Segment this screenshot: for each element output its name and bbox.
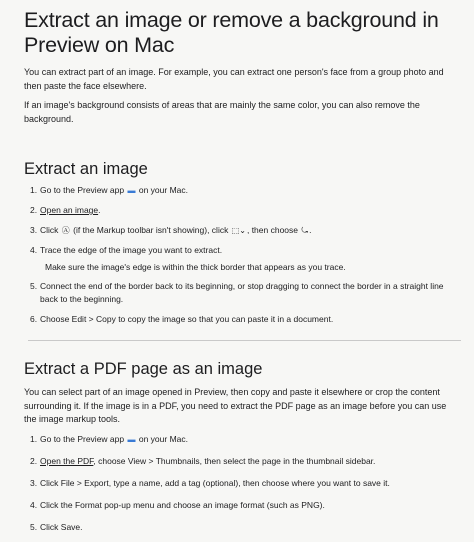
list-item: 1. Go to the Preview app ▬ on your Mac.	[30, 185, 188, 195]
extract-image-steps	[24, 184, 460, 326]
page-title: Extract an image or remove a background in Preview on Mac	[24, 8, 439, 57]
list-item: 2. Open an image.	[30, 205, 101, 215]
extract-pdf-steps	[24, 433, 460, 534]
intro-paragraph-1: You can extract part of an image. For example, you can extract one person's face from a group photo and then paste the face elsewhere.	[24, 67, 444, 91]
section-divider	[28, 340, 461, 341]
list-item: 1. Go to the Preview app ▬ on your Mac.	[30, 433, 188, 444]
section-heading-extract-pdf: Extract a PDF page as an image	[24, 360, 263, 378]
list-item: 5. Connect the end of the border back to its beginning, or stop dragging to connect the border in a straight line back to the beginning.	[30, 281, 444, 304]
list-item: 3. Click File > Export, type a name, add a tag (optional), then choose where you want to save it.	[30, 477, 390, 488]
list-item: 3. Click Ⓐ (if the Markup toolbar isn't showing), click ⬚⌄, then choose ⤿.	[30, 225, 312, 235]
section-heading-extract-image: Extract an image	[24, 160, 148, 178]
list-item: 2. Open the PDF, choose View > Thumbnails, then select the page in the thumbnail sidebar.	[30, 455, 376, 466]
smart-lasso-icon: ⤿	[301, 226, 309, 235]
intro-paragraph-2: If an image's background consists of areas that are mainly the same color, you can also remove the background.	[24, 100, 420, 124]
section-paragraph: You can select part of an image opened in Preview, then copy and paste it elsewhere or crop the content surrounding it. If the image is in a PDF, you need to extract the PDF page as an image before you can use the image markup tools.	[24, 387, 447, 424]
preview-app-icon: ▬	[127, 186, 136, 195]
markup-toolbar-icon: Ⓐ	[61, 226, 70, 235]
list-item: 5. Click Save.	[30, 521, 83, 532]
open-an-image-link[interactable]: Open an image	[40, 205, 99, 215]
preview-app-icon: ▬	[127, 434, 136, 444]
list-item: 4. Click the Format pop-up menu and choose an image format (such as PNG).	[30, 499, 325, 510]
list-item: 4. Trace the edge of the image you want to extract.	[30, 245, 223, 255]
selection-tools-icon: ⬚⌄	[231, 226, 246, 235]
list-item: 6. Choose Edit > Copy to copy the image so that you can paste it in a document.	[30, 314, 334, 324]
step-note: Make sure the image's edge is within the thick border that appears as you trace.	[45, 262, 346, 272]
open-the-pdf-link[interactable]: Open the PDF	[40, 455, 94, 466]
